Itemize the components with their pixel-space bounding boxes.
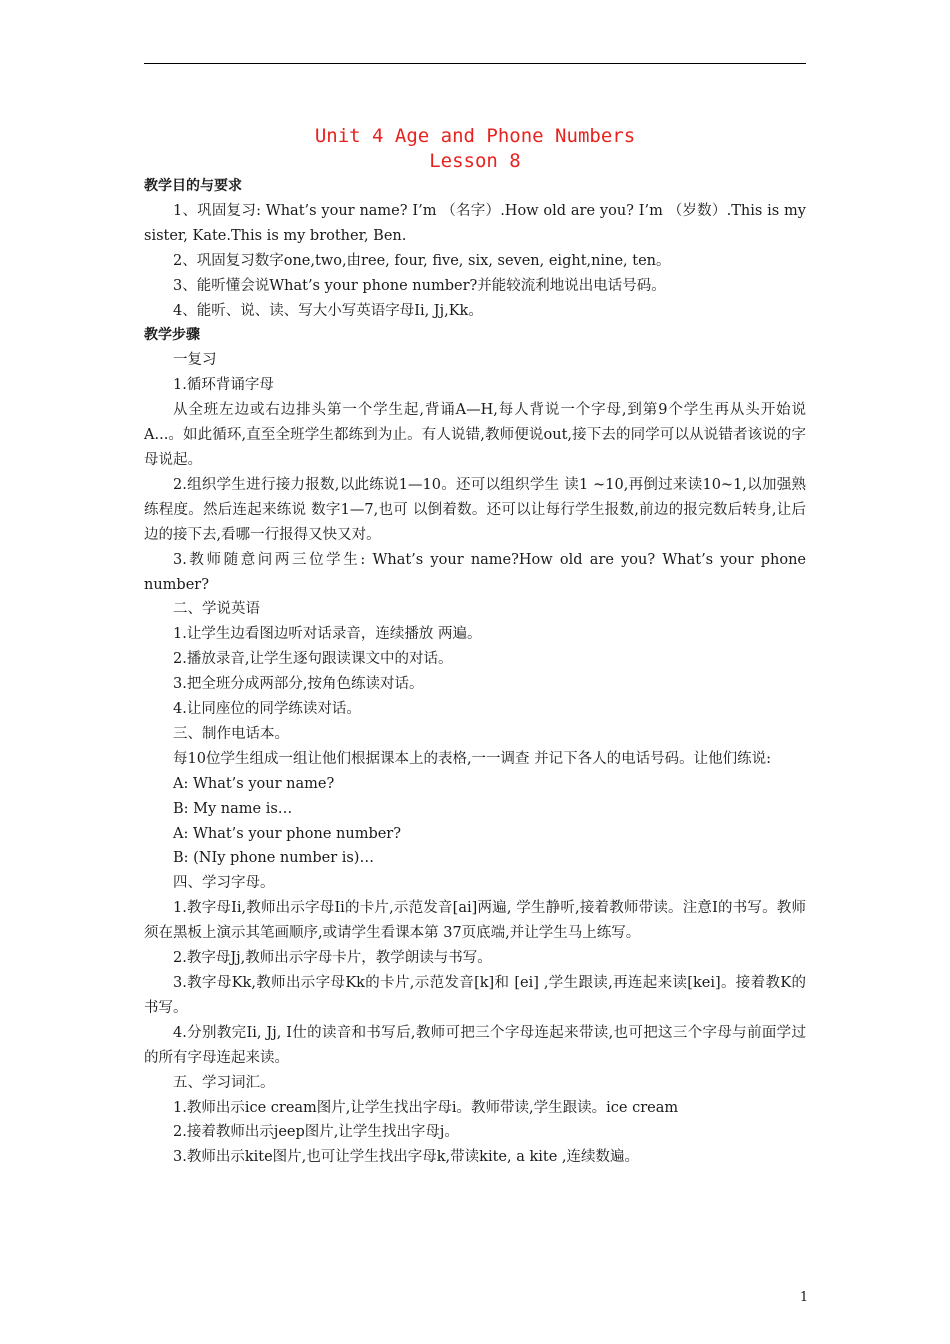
paragraph: 二、学说英语 (173, 601, 260, 618)
paragraph: 三、制作电话本。 (173, 725, 289, 742)
paragraph: 1.让学生边看图边听对话录音，连续播放 两遍。 (173, 626, 482, 643)
paragraph: A: What’s your phone number? (173, 825, 402, 842)
paragraph: 4、能听、说、读、写大小写英语字母Ii, Jj,Kk。 (173, 302, 483, 319)
page-number: 1 (799, 1290, 809, 1305)
paragraph: 4.分别教完Ii, Jj, I仕的读音和书写后,教师可把三个字母连起来带读,也可把这三个字母与前面学过的所有字母连起来读。 (144, 1024, 806, 1066)
paragraph: 2.教字母Jj,教师出示字母卡片，教学朗读与书写。 (173, 950, 492, 967)
paragraph: 每10位学生组成一组让他们根据课本上的表格,一一调查 并记下各人的电话号码。让他们练说: (173, 750, 772, 767)
paragraph: 一复习 (173, 352, 217, 369)
paragraph: A: What’s your name? (173, 775, 335, 792)
paragraph: 2、巩固复习数字one,two,由ree, four, five, six, seven, eight,nine, ten。 (173, 252, 671, 269)
title-block (144, 124, 806, 174)
paragraph: 2.播放录音,让学生逐句跟读课文中的对话。 (173, 651, 453, 668)
paragraph: 从全班左边或右边排头第一个学生起,背诵A—H,每人背说一个字母,到第9个学生再从头开始说A...。如此循环,直至全班学生都练到为止。有人说错,教师便说out,接下去的同学可以从说错者该说的字母说起。 (144, 402, 806, 468)
header-rule (144, 63, 806, 64)
paragraph: 4.让同座位的同学练读对话。 (173, 701, 361, 718)
paragraph: 1.教字母Ii,教师出示字母Ii的卡片,示范发音[ai]两遍, 学生静听,接着教师带读。注意I的书写。教师须在黑板上演示其笔画顺序,或请学生看课本第 37页底端,并让学生马上练写。 (144, 900, 806, 942)
paragraph: 3.教师出示kite图片,也可让学生找出字母k,带读kite, a kite ,连续数遍。 (173, 1149, 640, 1166)
paragraph: 1、巩固复习: What’s your name? I’m （名字）.How old are you? I’m （岁数）.This is my sister, Kate.This is my brother, Ben. (144, 202, 806, 244)
section-heading: 教学目的与要求 (144, 178, 242, 194)
paragraph: 2.接着教师出示jeep图片,让学生找出字母j。 (173, 1124, 459, 1141)
paragraph: 3.把全班分成两部分,按角色练读对话。 (173, 676, 424, 693)
section-heading: 教学步骤 (144, 327, 200, 344)
paragraph: 3、能听懂会说What’s your phone number?并能较流利地说出电话号码。 (173, 277, 666, 294)
document-body (144, 174, 806, 1170)
document-title: Unit 4 Age and Phone Numbers (314, 125, 636, 147)
paragraph: 3.教字母Kk,教师出示字母Kk的卡片,示范发音[k]和 [ei] ,学生跟读,再连起来读[kei]。接着教K的书写。 (144, 975, 806, 1016)
paragraph: 四、学习字母。 (173, 875, 275, 892)
lesson-title: Lesson 8 (429, 150, 521, 172)
paragraph: B: My name is… (173, 800, 293, 817)
paragraph: 2.组织学生进行接力报数,以此练说1—10。还可以组织学生 读1 ~10,再倒过来读10~1,以加强熟练程度。然后连起来练说 数字1—7,也可 以倒着数。还可以让每行学生报数,前边的报完数后转身,让后边的接下去,看哪一行报得又快又对。 (144, 476, 806, 543)
paragraph: B: (NIy phone number is)… (173, 850, 374, 867)
paragraph: 3.教师随意问两三位学生: What’s your name?How old are you? What’s your phone number? (144, 551, 806, 593)
paragraph: 1.教师出示ice cream图片,让学生找出字母i。教师带读,学生跟读。ice cream (173, 1099, 679, 1116)
paragraph: 五、学习词汇。 (173, 1074, 275, 1091)
paragraph: 1.循环背诵字母 (173, 377, 274, 394)
